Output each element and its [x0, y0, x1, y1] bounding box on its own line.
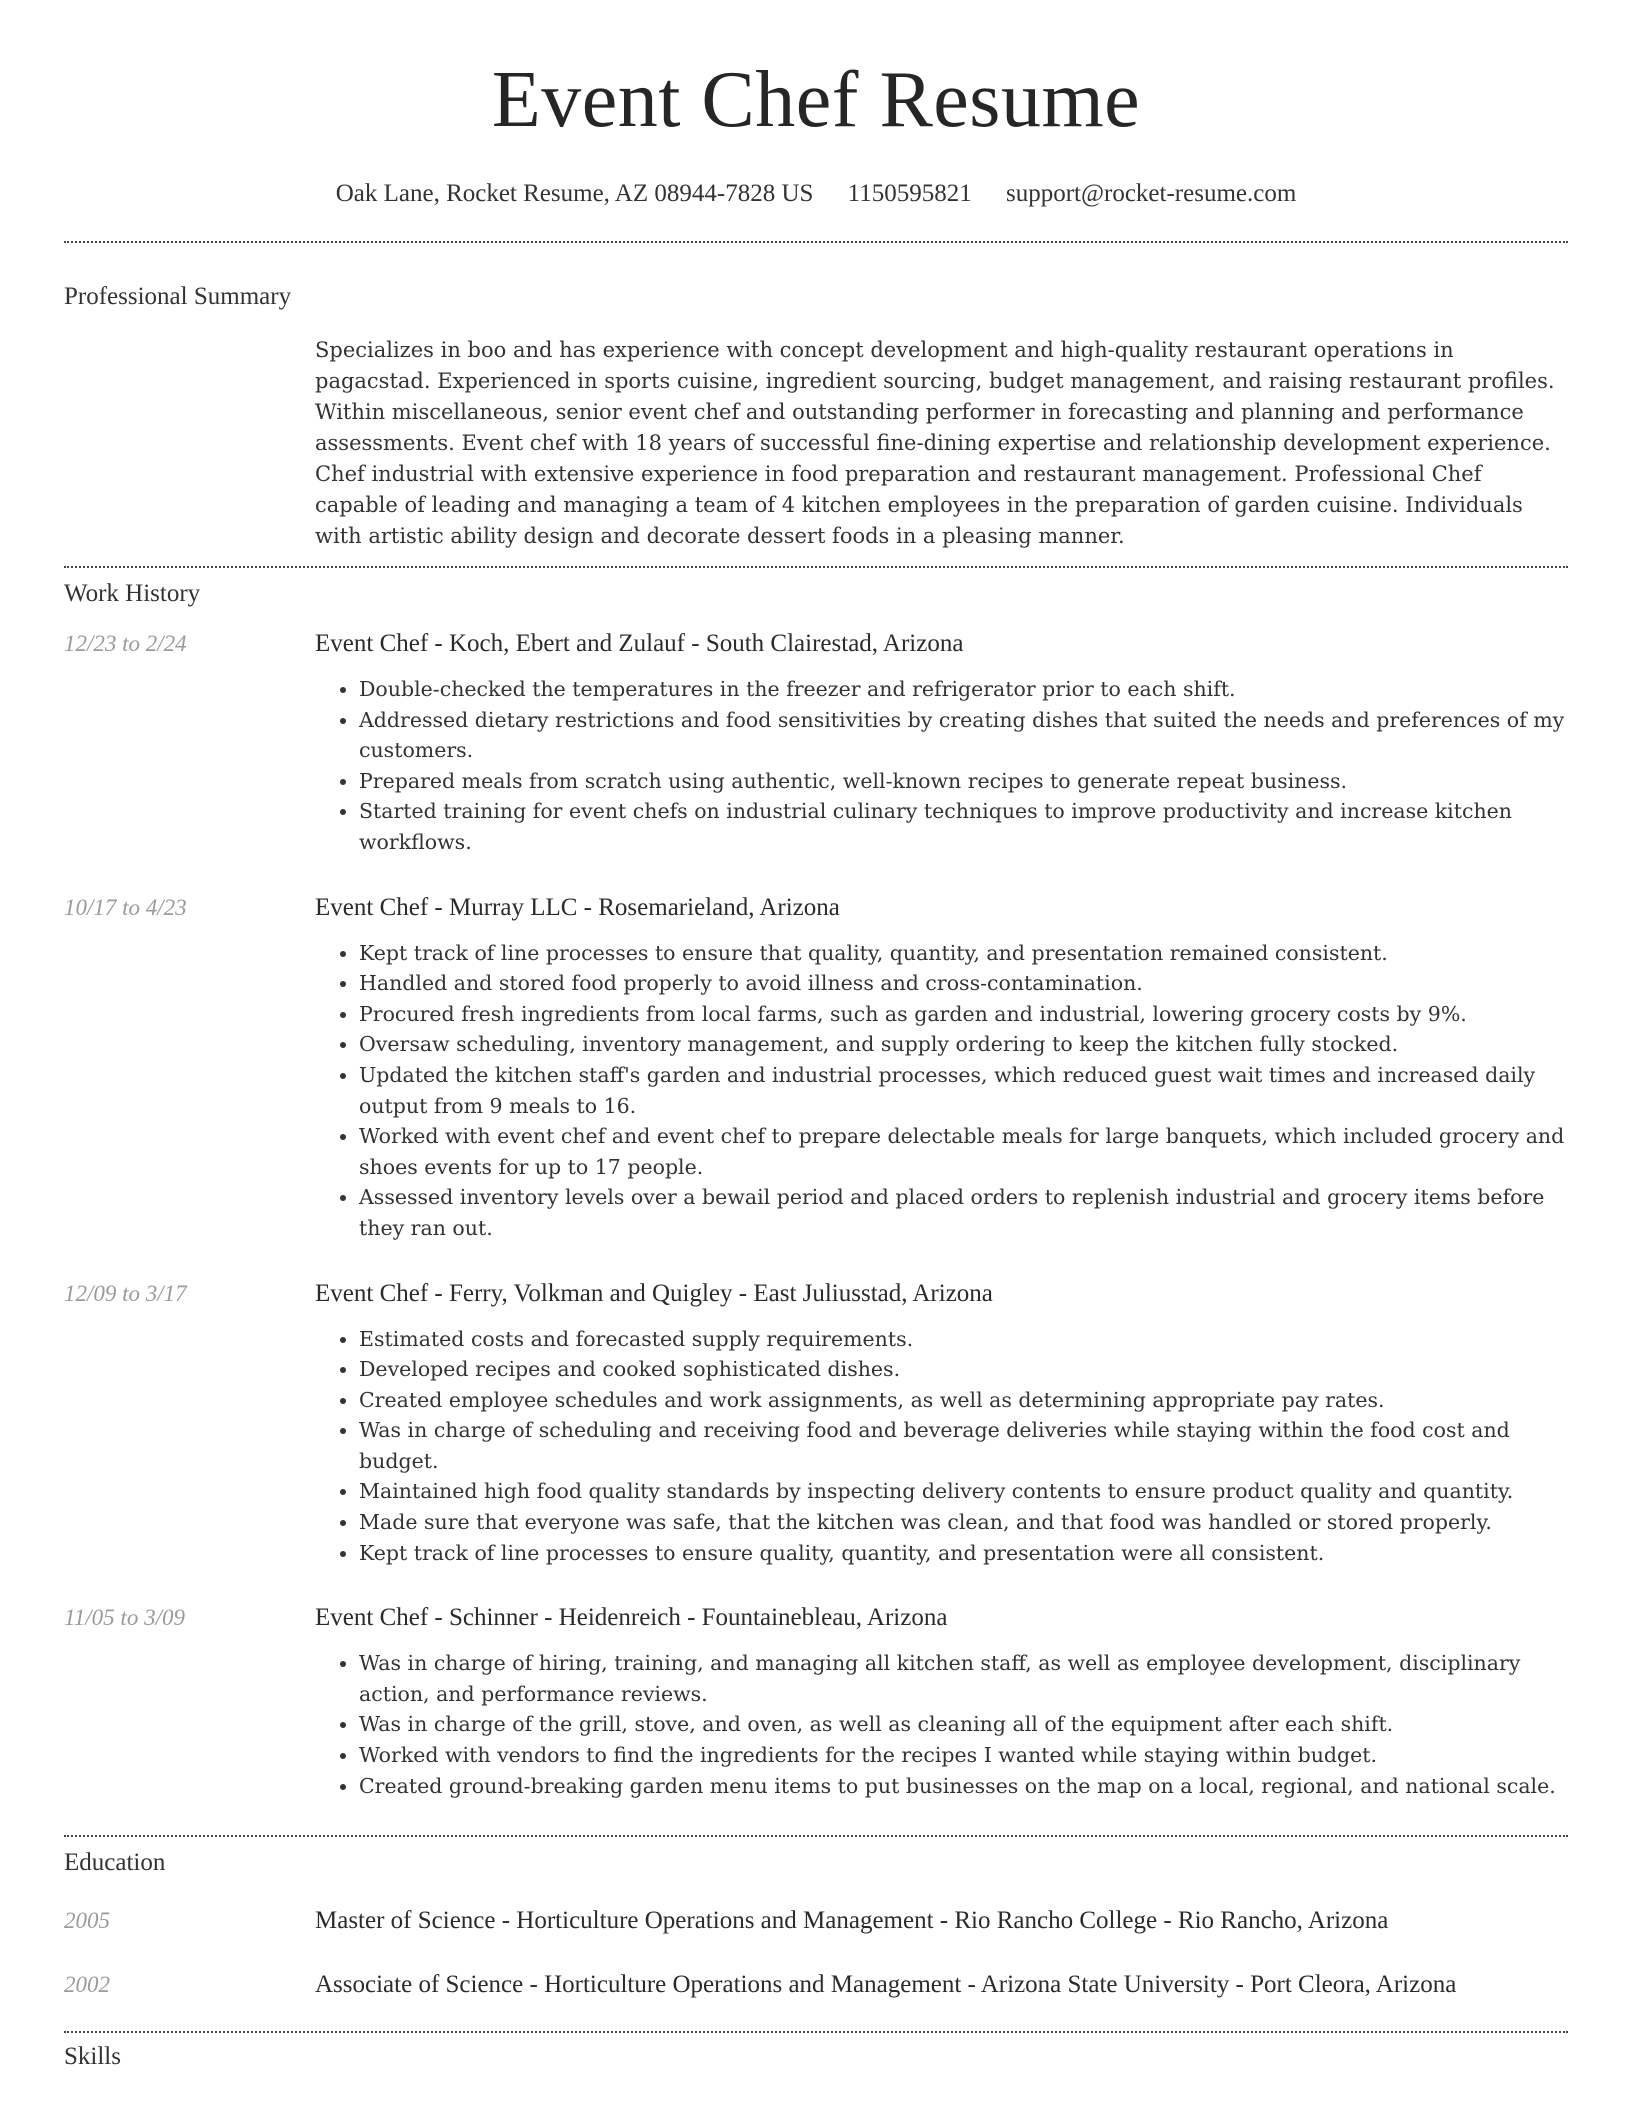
- job-bullet: • Double-checked the temperatures in the freezer and refrigerator prior to each shift.: [359, 674, 1568, 705]
- job-heading: Event Chef - Koch, Ebert and Zulauf - South Clairestad, Arizona: [315, 630, 964, 657]
- education-date: 2005: [64, 1908, 110, 1934]
- contact-phone: 1150595821: [847, 180, 972, 207]
- education-date: 2002: [64, 1972, 110, 1998]
- page-title: Event Chef Resume: [491, 56, 1141, 144]
- work-history-list: [0, 628, 1632, 1835]
- job-bullet: • Kept track of line processes to ensure quality, quantity, and presentation were all consistent.: [359, 1538, 1568, 1569]
- job-bullet: • Was in charge of scheduling and receiving food and beverage deliveries while staying within the food cost and budget.: [359, 1415, 1568, 1476]
- job-bullet: • Oversaw scheduling, inventory management, and supply ordering to keep the kitchen fully stocked.: [359, 1029, 1568, 1060]
- section-divider: [64, 1835, 1568, 1837]
- education-entry: [64, 1903, 1568, 1939]
- job-bullet: • Assessed inventory levels over a bewail period and placed orders to replenish industrial and grocery items before they ran out.: [359, 1182, 1568, 1243]
- job-bullet: • Procured fresh ingredients from local farms, such as garden and industrial, lowering grocery costs by 9%.: [359, 999, 1568, 1030]
- job-bullets: [315, 1648, 1568, 1801]
- section-divider: [64, 2031, 1568, 2033]
- education-heading-text: Associate of Science - Horticulture Operations and Management - Arizona State University - Port Cleora, Arizona: [315, 1971, 1457, 1999]
- job-bullet: • Developed recipes and cooked sophisticated dishes.: [359, 1354, 1568, 1385]
- education-list: [0, 1903, 1632, 2003]
- job-bullet: • Worked with event chef and event chef to prepare delectable meals for large banquets, which included grocery and shoes events for up to 17 people.: [359, 1121, 1568, 1182]
- job-date: 11/05 to 3/09: [64, 1605, 185, 1631]
- job-bullet: • Created employee schedules and work assignments, as well as determining appropriate pay rates.: [359, 1385, 1568, 1416]
- job-bullet: • Started training for event chefs on industrial culinary techniques to improve productivity and increase kitchen workflows.: [359, 796, 1568, 857]
- job-entry: [64, 892, 1568, 1278]
- job-bullet: • Maintained high food quality standards by inspecting delivery contents to ensure product quality and quantity.: [359, 1476, 1568, 1507]
- job-bullet: • Estimated costs and forecasted supply requirements.: [359, 1324, 1568, 1355]
- job-bullet: • Addressed dietary restrictions and food sensitivities by creating dishes that suited the needs and preferences of my customers.: [359, 705, 1568, 766]
- job-bullet: • Worked with vendors to find the ingredients for the recipes I wanted while staying within budget.: [359, 1740, 1568, 1771]
- job-heading: Event Chef - Ferry, Volkman and Quigley - East Juliusstad, Arizona: [315, 1279, 993, 1307]
- summary-text: Specializes in boo and has experience with concept development and high-quality restaurant operations in pagacstad. Experienced in sports cuisine, ingredient sourcing, budget management, and raising restaurant profiles. Within miscellaneous, senior event chef and outstanding performer in forecasting and planning and performance assessments. Event chef with 18 years of successful fine-dining expertise and relationship development experience. Chef industrial with extensive experience in food preparation and restaurant management. Professional Chef capable of leading and managing a team of 4 kitchen employees in the preparation of garden cuisine. Individuals with artistic ability design and decorate dessert foods in a pleasing manner.: [315, 338, 1555, 548]
- job-bullet: • Was in charge of hiring, training, and managing all kitchen staff, as well as employee development, disciplinary action, and performance reviews.: [359, 1648, 1568, 1709]
- job-bullet: • Created ground-breaking garden menu items to put businesses on the map on a local, regional, and national scale.: [359, 1771, 1568, 1802]
- job-date: 12/09 to 3/17: [64, 1280, 187, 1306]
- job-bullet: • Handled and stored food properly to avoid illness and cross-contamination.: [359, 968, 1568, 999]
- contact-line: [0, 180, 1632, 208]
- job-entry: [64, 1278, 1568, 1603]
- contact-email: support@rocket-resume.com: [1005, 180, 1297, 207]
- job-body: [315, 628, 1568, 892]
- job-bullet: • Kept track of line processes to ensure that quality, quantity, and presentation remained consistent.: [359, 938, 1568, 969]
- job-bullet: • Updated the kitchen staff's garden and industrial processes, which reduced guest wait times and increased daily output from 9 meals to 16.: [359, 1060, 1568, 1121]
- education-heading: Education: [64, 1849, 166, 1877]
- job-entry: [64, 628, 1568, 892]
- job-date: 12/23 to 2/24: [64, 631, 187, 656]
- work-history-heading: Work History: [64, 580, 201, 607]
- education-heading-text: Master of Science - Horticulture Operations and Management - Rio Rancho College - Rio Rancho, Arizona: [315, 1907, 1389, 1935]
- job-bullets: [315, 674, 1568, 858]
- job-bullet: • Prepared meals from scratch using authentic, well-known recipes to generate repeat business.: [359, 766, 1568, 797]
- job-bullet: • Was in charge of the grill, stove, and oven, as well as cleaning all of the equipment after each shift.: [359, 1709, 1568, 1740]
- job-bullets: [315, 938, 1568, 1244]
- job-body: [315, 1602, 1568, 1835]
- job-body: [315, 892, 1568, 1278]
- job-date: 10/17 to 4/23: [64, 894, 187, 920]
- section-divider: [64, 566, 1568, 568]
- job-entry: [64, 1602, 1568, 1835]
- section-divider: [64, 241, 1568, 243]
- job-heading: Event Chef - Schinner - Heidenreich - Fountainebleau, Arizona: [315, 1604, 948, 1632]
- summary-heading: Professional Summary: [64, 283, 292, 310]
- job-bullet: • Made sure that everyone was safe, that the kitchen was clean, and that food was handled or stored properly.: [359, 1507, 1568, 1538]
- job-body: [315, 1278, 1568, 1603]
- job-heading: Event Chef - Murray LLC - Rosemarieland, Arizona: [315, 893, 840, 921]
- education-entry: [64, 1967, 1568, 2003]
- skills-heading: Skills: [64, 2043, 121, 2071]
- contact-address: Oak Lane, Rocket Resume, AZ 08944-7828 US: [335, 180, 814, 207]
- job-bullets: [315, 1324, 1568, 1569]
